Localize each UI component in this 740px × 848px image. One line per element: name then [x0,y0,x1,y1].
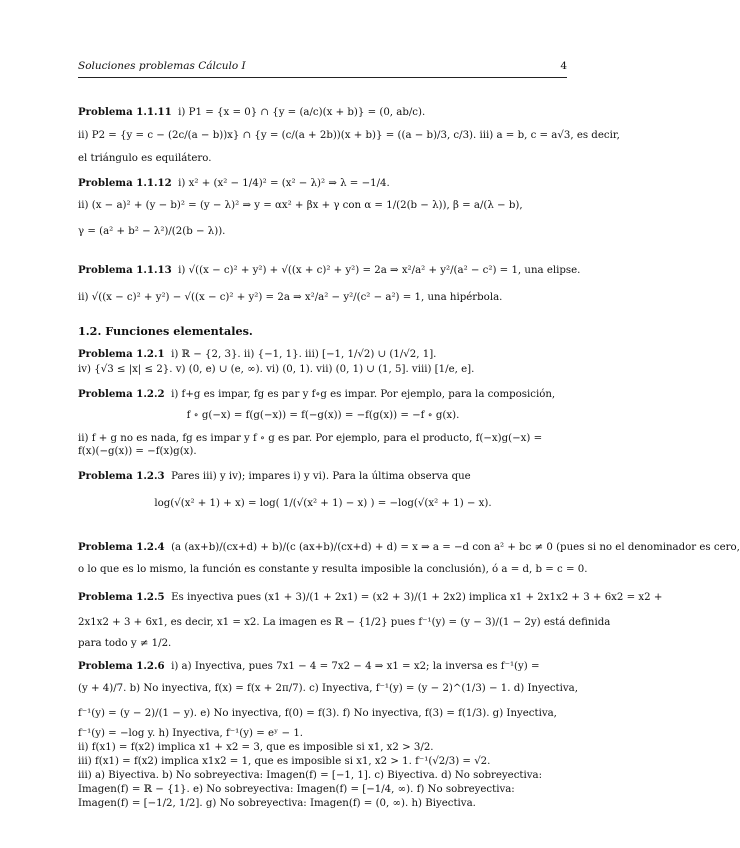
problem-1-2-2-line-4: f(x)(−g(x)) = −f(x)g(x). [78,446,197,457]
problem-heading: Problema 1.1.13 [78,264,172,276]
problem-heading: Problema 1.2.1 [78,348,165,360]
running-header [78,60,567,76]
page-number: 4 [560,60,567,72]
problem-text: i) P1 = {x = 0} ∩ {y = (a/c)(x + b)} = (0, ab/c). [178,107,426,118]
problem-1-2-6-line-9: Imagen(f) = [−1/2, 1/2]. g) No sobreyectiva: Imagen(f) = (0, ∞). h) Biyectiva. [78,798,476,809]
problem-text: i) f+g es impar, fg es par y f∘g es impar. Por ejemplo, para la composición, [171,389,556,400]
problem-1-2-3-line-1 [78,470,568,483]
problem-1-1-12-line-1 [78,177,568,190]
problem-1-1-11-line-2: ii) P2 = {y = c − (2c/(a − b))x} ∩ {y = (c/(a + 2b))(x + b)} = ((a − b)/3, c/3). iii) a = b, c = a√3, es decir, [78,130,620,141]
problem-text: i) √((x − c)² + y²) + √((x + c)² + y²) = 2a ⇒ x²/a² + y²/(a² − c²) = 1, una elipse. [178,265,581,276]
section-heading: 1.2. Funciones elementales. [78,324,253,338]
problem-1-2-2-line-3: ii) f + g no es nada, fg es impar y f ∘ g es par. Por ejemplo, para el producto, f(−x)g(−x) = [78,433,543,444]
problem-1-1-11-line-1 [78,106,568,119]
problem-1-2-6-line-1 [78,660,568,673]
problem-heading: Problema 1.2.2 [78,388,165,400]
problem-text: Es inyectiva pues (x1 + 3)/(1 + 2x1) = (x2 + 3)/(1 + 2x2) implica x1 + 2x1x2 + 3 + 6x2 = x2 + [171,592,663,603]
problem-1-1-12-line-3: γ = (a² + b² − λ²)/(2(b − λ)). [78,226,226,237]
problem-heading: Problema 1.1.12 [78,177,172,189]
problem-1-2-6-line-4: f⁻¹(y) = −log y. h) Inyectiva, f⁻¹(y) = eʸ − 1. [78,728,304,739]
problem-heading: Problema 1.2.6 [78,660,165,672]
problem-1-1-11-line-3: el triángulo es equilátero. [78,153,212,164]
problem-1-2-6-line-8: Imagen(f) = ℝ − {1}. e) No sobreyectiva: Imagen(f) = [−1/4, ∞). f) No sobreyectiva: [78,784,515,795]
problem-1-2-6-line-7: iii) a) Biyectiva. b) No sobreyectiva: Imagen(f) = [−1, 1]. c) Biyectiva. d) No sobreyectiva: [78,770,543,781]
problem-1-2-6-line-6: iii) f(x1) = f(x2) implica x1x2 = 1, que es imposible si x1, x2 > 1. f⁻¹(√2/3) = √2. [78,756,491,767]
problem-1-2-2-display: f ∘ g(−x) = f(g(−x)) = f(−g(x)) = −f(g(x)) = −f ∘ g(x). [186,410,460,421]
problem-1-2-3-display: log(√(x² + 1) + x) = log( 1/(√(x² + 1) − x) ) = −log(√(x² + 1) − x). [154,498,492,509]
problem-1-2-6-line-5: ii) f(x1) = f(x2) implica x1 + x2 = 3, que es imposible si x1, x2 > 3/2. [78,742,434,753]
problem-1-1-13-line-1 [78,264,581,277]
problem-1-2-6-line-3: f⁻¹(y) = (y − 2)/(1 − y). e) No inyectiva, f(0) = f(3). f) No inyectiva, f(3) = f(1/3). g) Inyectiva, [78,708,557,719]
problem-text: i) x² + (x² − 1/4)² = (x² − λ)² ⇒ λ = −1/4. [178,178,390,189]
problem-text: Pares iii) y iv); impares i) y vi). Para la última observa que [171,471,471,482]
problem-1-2-4-line-1 [78,541,740,554]
problem-text: i) ℝ − {2, 3}. ii) {−1, 1}. iii) [−1, 1/√2) ∪ (1/√2, 1]. [171,349,437,360]
problem-heading: Problema 1.1.11 [78,106,172,118]
problem-1-2-5-line-1 [78,591,663,604]
problem-1-2-1-line-1 [78,348,568,361]
problem-1-2-5-line-2: 2x1x2 + 3 + 6x1, es decir, x1 = x2. La imagen es ℝ − {1/2} pues f⁻¹(y) = (y − 3)/(1 − 2y) está definida [78,617,611,628]
problem-1-1-12-line-2: ii) (x − a)² + (y − b)² = (y − λ)² ⇒ y = αx² + βx + γ con α = 1/(2(b − λ)), β = a/(λ − b), [78,200,523,211]
problem-1-2-2-line-1 [78,388,568,401]
problem-heading: Problema 1.2.3 [78,470,165,482]
problem-1-2-1-line-2: iv) {√3 ≤ |x| ≤ 2}. v) (0, e) ∪ (e, ∞). vi) (0, 1). vii) (0, 1) ∪ (1, 5]. viii) [1/e, e]. [78,364,475,375]
problem-heading: Problema 1.2.5 [78,591,165,603]
problem-1-2-6-line-2: (y + 4)/7. b) No inyectiva, f(x) = f(x + 2π/7). c) Inyectiva, f⁻¹(y) = (y − 2)^(1/3) − 1. d) Inyectiva, [78,683,578,694]
problem-1-1-13-line-2: ii) √((x − c)² + y²) − √((x − c)² + y²) = 2a ⇒ x²/a² − y²/(c² − a²) = 1, una hipérbola. [78,292,503,303]
header-rule [78,77,567,78]
problem-heading: Problema 1.2.4 [78,541,165,553]
problem-text: (a (ax+b)/(cx+d) + b)/(c (ax+b)/(cx+d) + d) = x ⇒ a = −d con a² + bc ≠ 0 (pues si no el denominador es cero, [171,542,740,553]
problem-1-2-5-line-3: para todo y ≠ 1/2. [78,638,172,649]
header-title: Soluciones problemas Cálculo I [78,60,246,72]
problem-1-2-4-line-2: o lo que es lo mismo, la función es constante y resulta imposible la conclusión), ó a = d, b = c = 0. [78,564,588,575]
problem-text: i) a) Inyectiva, pues 7x1 − 4 = 7x2 − 4 ⇒ x1 = x2; la inversa es f⁻¹(y) = [171,661,540,672]
